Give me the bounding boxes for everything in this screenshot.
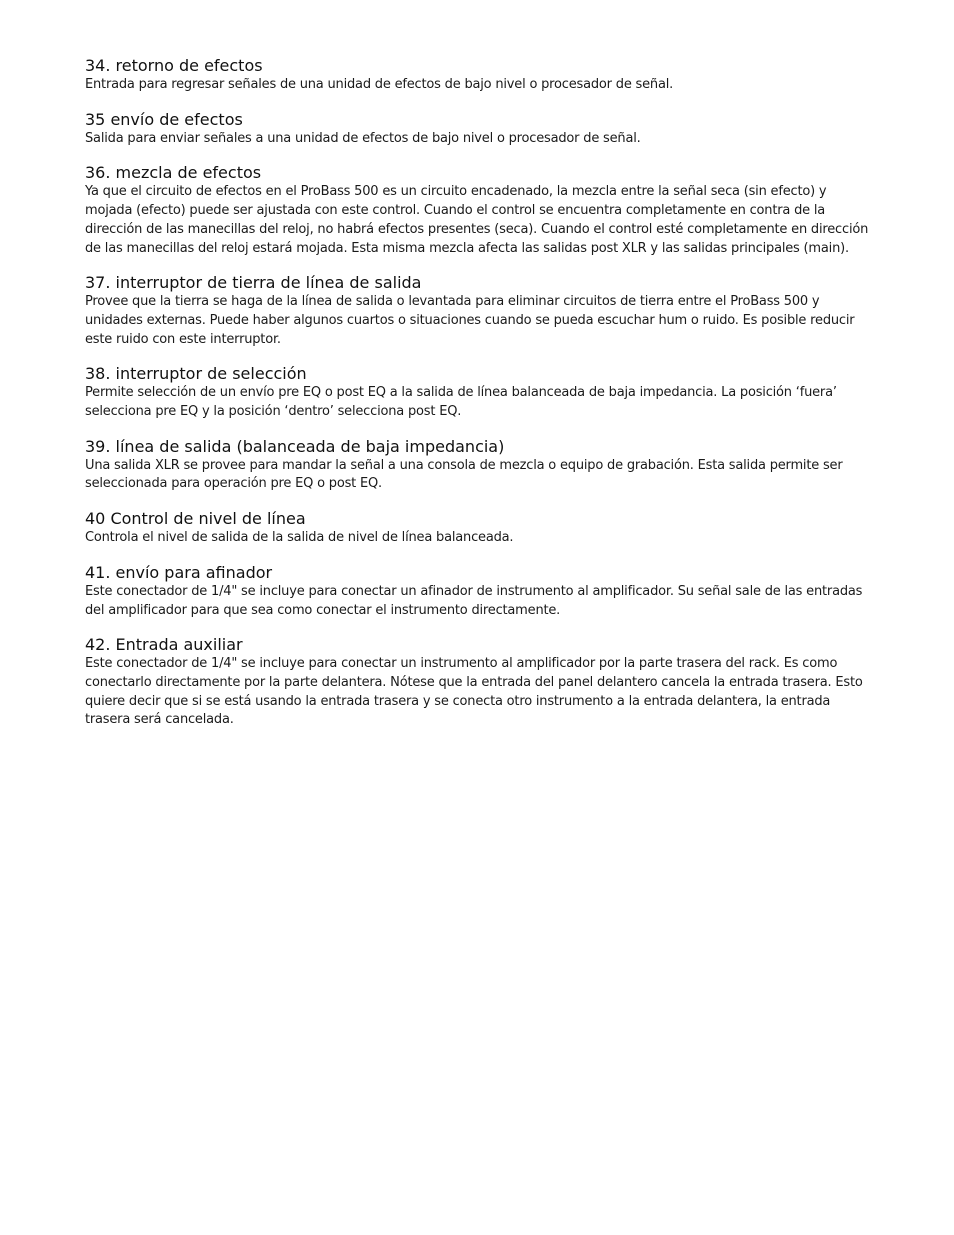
- section-body: Este conectador de 1/4" se incluye para conectar un instrumento al amplificador por la parte trasera del rack. Es como conectarlo directamente por la parte delantera. Nótese que la entrada del panel delantero cancela la entrada trasera. Esto quiere decir que si se está usando la entrada trasera y se conecta otro instrumento a la entrada delantera, la entrada trasera será cancelada.: [85, 656, 863, 728]
- section-heading: 40 Control de nivel de línea: [85, 509, 306, 529]
- section-body: Este conectador de 1/4" se incluye para conectar un afinador de instrumento al amplificador. Su señal sale de las entradas del amplificador para que sea como conectar el instrumento directamente.: [85, 583, 863, 618]
- section-body: Provee que la tierra se haga de la línea de salida o levantada para eliminar circuitos de tierra entre el ProBass 500 y unidades externas. Puede haber algunos cuartos o situaciones cuando se pueda escuchar hum o ruido. Es posible reducir este ruido con este interruptor.: [85, 294, 855, 347]
- section-heading: 39. línea de salida (balanceada de baja impedancia): [85, 436, 505, 456]
- section-aux-input: [85, 635, 875, 730]
- section-body: Ya que el circuito de efectos en el ProBass 500 es un circuito encadenado, la mezcla entre la señal seca (sin efecto) y mojada (efecto) puede ser ajustada con este control. Cuando el control se encuentra completamente en contra de la dirección de las manecillas del reloj, no habrá efectos presentes (seca). Cuando el control esté completamente en dirección de las manecillas del reloj estará mojada. Esta misma mezcla afecta las salidas post XLR y las salidas principales (main).: [85, 184, 869, 256]
- section-line-out-ground-switch: [85, 273, 875, 349]
- section-body: Controla el nivel de salida de la salida de nivel de línea balanceada.: [85, 530, 514, 546]
- section-line-level-control: [85, 509, 875, 548]
- section-effects-send: [85, 110, 875, 149]
- section-tuner-send: [85, 563, 875, 620]
- section-body: Una salida XLR se provee para mandar la señal a una consola de mezcla o equipo de grabación. Esta salida permite ser seleccionada para operación pre EQ o post EQ.: [85, 457, 843, 492]
- section-heading: 38. interruptor de selección: [85, 364, 307, 384]
- section-heading: 41. envío para afinador: [85, 562, 273, 582]
- section-body: Salida para enviar señales a una unidad de efectos de bajo nivel o procesador de señal.: [85, 130, 641, 146]
- section-body: Entrada para regresar señales de una unidad de efectos de bajo nivel o procesador de señal.: [85, 77, 674, 92]
- section-heading: 34. retorno de efectos: [85, 56, 263, 75]
- document-page: [85, 56, 875, 745]
- section-heading: 35 envío de efectos: [85, 109, 243, 129]
- section-body: Permite selección de un envío pre EQ o post EQ a la salida de línea balanceada de baja impedancia. La posición ‘fuera’ selecciona pre EQ y la posición ‘dentro’ selecciona post EQ.: [85, 385, 837, 420]
- section-heading: 42. Entrada auxiliar: [85, 635, 243, 655]
- section-select-switch: [85, 364, 875, 421]
- section-line-out: [85, 437, 875, 494]
- section-heading: 36. mezcla de efectos: [85, 163, 262, 183]
- section-effects-return: [85, 56, 875, 95]
- section-heading: 37. interruptor de tierra de línea de salida: [85, 273, 422, 293]
- section-effects-mix: [85, 163, 875, 258]
